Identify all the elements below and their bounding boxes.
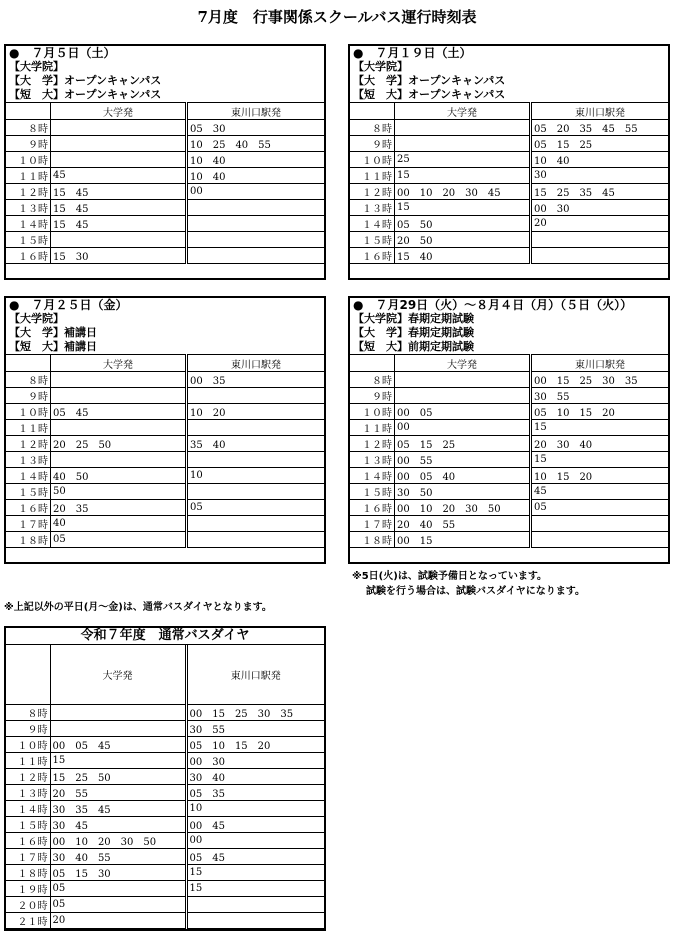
hour-cell: １２時 — [6, 436, 51, 452]
box-line: 【大 学】オープンキャンパス — [353, 74, 506, 87]
table-row — [6, 880, 324, 896]
table-row — [350, 168, 668, 184]
box-header — [350, 46, 668, 102]
station-times: 05 15 25 — [531, 136, 669, 152]
univ-times: 00 10 20 30 45 — [395, 184, 531, 200]
hour-cell: １５時 — [6, 816, 50, 832]
table-row — [6, 436, 324, 452]
station-times — [186, 896, 324, 912]
station-times — [187, 232, 325, 248]
box-line: 【大学院】 — [9, 60, 64, 73]
box-line: 【短 大】補講日 — [9, 340, 97, 353]
table-row — [6, 816, 324, 832]
univ-times — [395, 136, 531, 152]
hour-cell: ８時 — [6, 704, 50, 720]
station-times: 00 30 — [186, 752, 324, 768]
col-station: 東川口駅発 — [187, 103, 325, 120]
hour-cell: １２時 — [350, 436, 395, 452]
hour-cell: １１時 — [350, 168, 395, 184]
hour-cell: １６時 — [6, 248, 51, 264]
hour-cell: ８時 — [6, 120, 51, 136]
univ-times: 30 45 — [50, 816, 186, 832]
univ-times: 00 55 — [395, 452, 531, 468]
univ-times: 15 — [50, 752, 186, 768]
table-row — [6, 500, 324, 516]
hour-cell: １７時 — [350, 516, 395, 532]
station-times: 00 45 — [186, 816, 324, 832]
univ-times — [51, 136, 187, 152]
hour-cell: １８時 — [350, 532, 395, 548]
univ-times: 20 55 — [50, 784, 186, 800]
box-header — [350, 298, 668, 354]
table-row — [6, 420, 324, 436]
univ-times — [50, 704, 186, 720]
box-line: 【短 大】オープンキャンパス — [353, 88, 506, 101]
station-times: 00 — [187, 184, 325, 200]
box-line: 【短 大】オープンキャンパス — [9, 88, 162, 101]
table-row — [6, 232, 324, 248]
hour-cell: １５時 — [6, 232, 51, 248]
station-times — [531, 516, 669, 532]
col-station: 東川口駅発 — [531, 355, 669, 372]
univ-times: 05 15 25 — [395, 436, 531, 452]
univ-times — [395, 372, 531, 388]
station-times: 15 — [186, 864, 324, 880]
hour-cell: ９時 — [350, 136, 395, 152]
univ-times: 05 15 30 — [50, 864, 186, 880]
station-times — [187, 200, 325, 216]
univ-times: 15 40 — [395, 248, 531, 264]
schedule-box-1 — [348, 44, 670, 280]
table-row — [6, 372, 324, 388]
hour-cell: ８時 — [350, 372, 395, 388]
table-row — [6, 752, 324, 768]
hour-cell: ９時 — [6, 388, 51, 404]
univ-times: 00 10 20 30 50 — [50, 832, 186, 848]
col-univ: 大学発 — [51, 103, 187, 120]
schedule-box-3 — [348, 296, 670, 564]
table-row — [6, 848, 324, 864]
station-times: 05 — [187, 500, 325, 516]
univ-times: 40 — [51, 516, 187, 532]
col-station: 東川口駅発 — [186, 645, 324, 704]
box-line: 【大学院】 — [353, 60, 408, 73]
station-times: 10 — [186, 800, 324, 816]
table-row — [350, 200, 668, 216]
hour-cell: １４時 — [6, 468, 51, 484]
hour-cell: １４時 — [6, 800, 50, 816]
regular-title: 令和７年度 通常バスダイヤ — [6, 628, 324, 645]
station-times: 05 35 — [186, 784, 324, 800]
hour-cell: １８時 — [6, 532, 51, 548]
station-times: 30 — [531, 168, 669, 184]
box-line: 【短 大】前期定期試験 — [353, 340, 474, 353]
box-date: ● ７月５日（土） — [9, 46, 116, 60]
univ-times: 00 05 45 — [50, 736, 186, 752]
station-times: 20 30 40 — [531, 436, 669, 452]
univ-times: 20 40 55 — [395, 516, 531, 532]
schedule-table — [350, 354, 668, 548]
univ-times: 00 05 — [395, 404, 531, 420]
univ-times — [51, 232, 187, 248]
table-row — [6, 136, 324, 152]
univ-times — [51, 152, 187, 168]
station-times: 30 40 — [186, 768, 324, 784]
station-times: 10 — [187, 468, 325, 484]
table-row — [6, 184, 324, 200]
table-row — [6, 168, 324, 184]
hour-cell: １４時 — [350, 468, 395, 484]
col-univ: 大学発 — [51, 355, 187, 372]
station-times: 45 — [531, 484, 669, 500]
univ-times — [395, 388, 531, 404]
univ-times: 00 15 — [395, 532, 531, 548]
univ-times: 05 45 — [51, 404, 187, 420]
hour-cell: １１時 — [6, 752, 50, 768]
hour-cell: １４時 — [6, 216, 51, 232]
box-date: ● ７月29日（火）～８月４日（月）（５日（火）） — [353, 298, 633, 312]
univ-times: 45 — [51, 168, 187, 184]
table-row — [6, 200, 324, 216]
hour-cell: １５時 — [6, 484, 51, 500]
station-times: 30 55 — [531, 388, 669, 404]
hour-cell: ９時 — [6, 720, 50, 736]
hour-cell: １０時 — [6, 404, 51, 420]
table-row — [350, 184, 668, 200]
station-times: 05 45 — [186, 848, 324, 864]
univ-times — [51, 420, 187, 436]
station-times: 10 40 — [187, 168, 325, 184]
station-times: 15 — [186, 880, 324, 896]
station-times: 00 — [186, 832, 324, 848]
station-times — [187, 216, 325, 232]
univ-times: 20 35 — [51, 500, 187, 516]
page-title: 7月度 行事関係スクールバス運行時刻表 — [197, 8, 477, 26]
hour-cell: １２時 — [6, 768, 50, 784]
univ-times: 05 — [50, 880, 186, 896]
station-times — [186, 912, 324, 928]
table-row — [6, 784, 324, 800]
univ-times: 05 — [50, 896, 186, 912]
univ-times: 30 40 55 — [50, 848, 186, 864]
station-times: 05 30 — [187, 120, 325, 136]
univ-times: 25 — [395, 152, 531, 168]
univ-times: 15 — [395, 200, 531, 216]
univ-times: 15 30 — [51, 248, 187, 264]
univ-times: 15 45 — [51, 184, 187, 200]
table-row — [6, 864, 324, 880]
station-times — [187, 248, 325, 264]
hour-cell: １５時 — [350, 232, 395, 248]
hour-cell: １２時 — [350, 184, 395, 200]
table-row — [350, 436, 668, 452]
station-times — [187, 516, 325, 532]
table-row — [6, 516, 324, 532]
table-row — [350, 468, 668, 484]
table-row — [350, 484, 668, 500]
station-times — [187, 388, 325, 404]
univ-times — [51, 120, 187, 136]
table-row — [6, 152, 324, 168]
table-row — [6, 720, 324, 736]
station-times: 00 30 — [531, 200, 669, 216]
hour-cell: ２０時 — [6, 896, 50, 912]
hour-cell: １６時 — [350, 248, 395, 264]
col-station: 東川口駅発 — [531, 103, 669, 120]
univ-times — [51, 372, 187, 388]
hour-cell: １６時 — [350, 500, 395, 516]
hour-cell: １０時 — [6, 152, 51, 168]
hour-cell: １１時 — [6, 420, 51, 436]
hour-cell: １１時 — [350, 420, 395, 436]
station-times: 10 40 — [187, 152, 325, 168]
station-times: 15 — [531, 420, 669, 436]
hour-cell: １３時 — [6, 784, 50, 800]
station-times: 10 20 — [187, 404, 325, 420]
hour-cell: １９時 — [6, 880, 50, 896]
box-date: ● ７月１９日（土） — [353, 46, 472, 60]
hour-cell: １０時 — [350, 404, 395, 420]
station-times — [187, 532, 325, 548]
hour-cell: １０時 — [350, 152, 395, 168]
table-row — [6, 120, 324, 136]
table-row — [350, 500, 668, 516]
table-row — [6, 532, 324, 548]
hour-cell: ８時 — [6, 372, 51, 388]
station-times: 10 25 40 55 — [187, 136, 325, 152]
hour-cell: １６時 — [6, 500, 51, 516]
table-row — [350, 120, 668, 136]
table-row — [350, 248, 668, 264]
univ-times: 05 50 — [395, 216, 531, 232]
station-times: 10 40 — [531, 152, 669, 168]
univ-times: 00 05 40 — [395, 468, 531, 484]
hour-cell: １６時 — [6, 832, 50, 848]
univ-times: 00 — [395, 420, 531, 436]
table-row — [350, 404, 668, 420]
table-row — [6, 216, 324, 232]
hour-cell: １３時 — [6, 200, 51, 216]
hour-cell: １２時 — [6, 184, 51, 200]
univ-times: 30 35 45 — [50, 800, 186, 816]
univ-times: 30 50 — [395, 484, 531, 500]
univ-times: 00 10 20 30 50 — [395, 500, 531, 516]
table-row — [350, 516, 668, 532]
table-row — [350, 136, 668, 152]
univ-times: 15 45 — [51, 200, 187, 216]
univ-times: 20 25 50 — [51, 436, 187, 452]
univ-times — [51, 452, 187, 468]
univ-times — [51, 388, 187, 404]
hour-cell: １８時 — [6, 864, 50, 880]
table-row — [6, 704, 324, 720]
box-line: 【大学院】春期定期試験 — [353, 312, 474, 325]
table-row — [350, 372, 668, 388]
station-times: 00 15 25 30 35 — [531, 372, 669, 388]
table-row — [6, 912, 324, 928]
table-row — [6, 768, 324, 784]
hour-cell: １３時 — [350, 452, 395, 468]
table-row — [350, 420, 668, 436]
hour-cell: ９時 — [6, 136, 51, 152]
station-times: 05 — [531, 500, 669, 516]
table-row — [350, 216, 668, 232]
station-times — [187, 420, 325, 436]
hour-cell: ９時 — [350, 388, 395, 404]
table-row — [6, 484, 324, 500]
table-row — [350, 388, 668, 404]
station-times — [531, 532, 669, 548]
station-times: 15 — [531, 452, 669, 468]
table-row — [6, 248, 324, 264]
station-times: 15 25 35 45 — [531, 184, 669, 200]
box-header — [6, 298, 324, 354]
univ-times: 15 45 — [51, 216, 187, 232]
univ-times: 40 50 — [51, 468, 187, 484]
station-times: 05 20 35 45 55 — [531, 120, 669, 136]
station-times — [531, 248, 669, 264]
station-times: 05 10 15 20 — [531, 404, 669, 420]
box-line: 【大 学】春期定期試験 — [353, 326, 474, 339]
schedule-table — [6, 354, 324, 548]
table-row — [350, 532, 668, 548]
table-row — [6, 800, 324, 816]
hour-cell: １１時 — [6, 168, 51, 184]
univ-times — [50, 720, 186, 736]
table-row — [6, 832, 324, 848]
hour-cell: １０時 — [6, 736, 50, 752]
station-times: 00 15 25 30 35 — [186, 704, 324, 720]
col-univ: 大学発 — [395, 103, 531, 120]
table-row — [6, 404, 324, 420]
station-times: 35 40 — [187, 436, 325, 452]
box-header — [6, 46, 324, 102]
station-times — [187, 452, 325, 468]
hour-cell: ８時 — [350, 120, 395, 136]
table-row — [350, 232, 668, 248]
schedule-box-2 — [4, 296, 326, 564]
table-row — [6, 388, 324, 404]
station-times — [531, 232, 669, 248]
station-times: 00 35 — [187, 372, 325, 388]
univ-times: 20 50 — [395, 232, 531, 248]
station-times: 05 10 15 20 — [186, 736, 324, 752]
box-date: ● ７月２５日（金） — [9, 298, 128, 312]
station-times — [187, 484, 325, 500]
box-line: 【大学院】 — [9, 312, 64, 325]
hour-cell: １７時 — [6, 848, 50, 864]
schedule-box-0 — [4, 44, 326, 280]
exam-note-2: 試験を行う場合は、試験バスダイヤになります。 — [366, 586, 585, 597]
schedule-table — [6, 102, 324, 264]
box-line: 【大 学】補講日 — [9, 326, 97, 339]
station-times: 10 15 20 — [531, 468, 669, 484]
table-row — [6, 896, 324, 912]
station-times: 20 — [531, 216, 669, 232]
regular-table — [6, 645, 324, 929]
table-row — [6, 468, 324, 484]
hour-cell: ２１時 — [6, 912, 50, 928]
hour-cell: １３時 — [350, 200, 395, 216]
univ-times: 50 — [51, 484, 187, 500]
schedule-table — [350, 102, 668, 264]
station-times: 30 55 — [186, 720, 324, 736]
hour-cell: １７時 — [6, 516, 51, 532]
weekday-note: ※上記以外の平日(月～金)は、通常バスダイヤとなります。 — [4, 602, 272, 613]
exam-note-1: ※5日(火)は、試験予備日となっています。 — [352, 571, 548, 582]
univ-times: 15 — [395, 168, 531, 184]
hour-cell: １５時 — [350, 484, 395, 500]
col-station: 東川口駅発 — [187, 355, 325, 372]
table-row — [6, 452, 324, 468]
univ-times: 05 — [51, 532, 187, 548]
hour-cell: １３時 — [6, 452, 51, 468]
hour-cell: １４時 — [350, 216, 395, 232]
univ-times: 20 — [50, 912, 186, 928]
table-row — [350, 452, 668, 468]
univ-times: 15 25 50 — [50, 768, 186, 784]
table-row — [350, 152, 668, 168]
regular-schedule-box — [4, 626, 326, 931]
table-row — [6, 736, 324, 752]
univ-times — [395, 120, 531, 136]
box-line: 【大 学】オープンキャンパス — [9, 74, 162, 87]
col-univ: 大学発 — [50, 645, 186, 704]
col-univ: 大学発 — [395, 355, 531, 372]
